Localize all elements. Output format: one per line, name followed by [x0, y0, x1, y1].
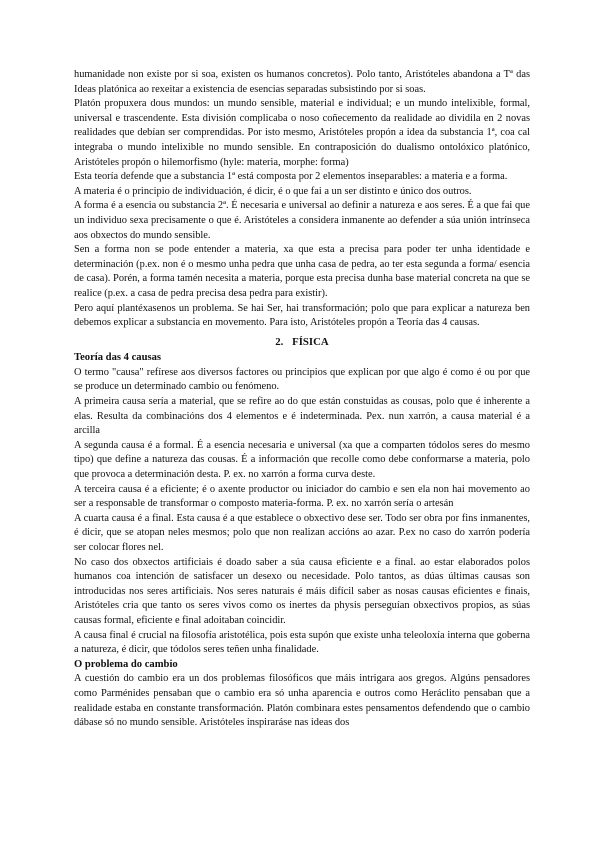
section-title: FÍSICA	[292, 335, 329, 348]
paragraph: A cuarta causa é a final. Esta causa é a que establece o obxectivo dese ser. Todo ser obra por fins inmanentes, é dicir, que se atopan neles mesmos; polo que non realizan accións ao azar. P.ex no caso do xarrón podería ser colocar flores nel.	[74, 512, 530, 553]
paragraph: O termo "causa" refírese aos diversos factores ou principios que explican por que algo é como é ou por que se produce un determinado cambio ou fenómeno.	[74, 366, 530, 393]
subheading-change: O problema do cambio	[74, 658, 178, 670]
paragraph: A primeira causa sería a material, que se refire ao do que están constuidas as cousas, polo que é inherente a elas. Resulta da combinacións dos 4 elementos e é indeterminada. Pex. nun xarrón, a causa material é a arcilla	[74, 396, 530, 437]
paragraph: Sen a forma non se pode entender a materia, xa que esta a precisa para poder ter unha identidade e determinación (p.ex. non é o mesmo unha pedra que unha casa de pedra, ao ter esta segunda a forma/ esencia de casa). Porén, a forma tamén necesita a materia, porque esta precisa dunha base material concreta na que se realice (p.ex. a casa de pedra precisa desa pedra para existir).	[74, 244, 530, 299]
paragraph: A forma é a esencia ou substancia 2ª. É necesaria e universal ao definir a natureza e aos seres. É a que fai que un individuo sexa precisamente o que é. Aristóteles a considera inmanente ao defender a súa unión intrínseca aos obxectos do mundo sensible.	[74, 200, 530, 241]
paragraph: No caso dos obxectos artificiais é doado saber a súa causa eficiente e a final. ao estar elaborados polos humanos coa intención de satisfacer un desexo ou necesidade. Polo tantos, as dúas últimas causas son introducidas nos seres artificiais. Nos seres naturais é máis difícil saber as nosas causas eficientes e finais, Aristóteles cria que tanto os seres vivos como os inertes da physis perseguían obxectivos propios, as súas causas formal, eficiente e final adoitaban coincidir.	[74, 556, 530, 626]
paragraph: A materia é o principio de individuación, é dicir, é o que fai a un ser distinto e único dos outros.	[74, 185, 472, 197]
paragraph: A causa final é crucial na filosofía aristotélica, pois esta supón que existe unha teleoloxía interna que goberna a natureza, é dicir, que tódolos seres teñen unha finalidade.	[74, 629, 530, 656]
paragraph: Esta teoría defende que a substancia 1ª está composta por 2 elementos inseparables: a materia e a forma.	[74, 171, 508, 183]
section-number: 2.	[275, 335, 284, 348]
paragraph: A segunda causa é a formal. É a esencia necesaria e universal (xa que a comparten tódolos seres do mesmo tipo) que define a natureza das cousas. É a información que recolle como debe conformarse a materia, polo que provoca a determinación desta. P. ex. no xarrón a forma curva deste.	[74, 439, 530, 481]
paragraph: A cuestión do cambio era un dos problemas filosóficos que máis intrigara aos gregos. Algúns pensadores como Parménides pensaban que o cambio era só unha aparencia e outros como Heráclito pensaban que a realidade estaba en constante transformación. Platón combinara estes pensamentos defendendo que o cambio dábase só no mundo sensible. Aristóteles inspiraráse nas ideas dos	[74, 673, 530, 729]
paragraph: humanidade non existe por si soa, existen os humanos concretos). Polo tanto, Aristóteles abandona a Tª das Ideas platónica ao rexeitar a existencia de esencias separadas subsistindo por si soas.	[74, 69, 530, 95]
paragraph: Pero aquí plantéxasenos un problema. Se hai Ser, hai transformación; polo que para explicar a natureza ben debemos explicar a substancia en movemento. Para isto, Aristóteles propón a Teoría das 4 causas.	[74, 302, 530, 329]
paragraph: A terceira causa é a eficiente; é o axente productor ou iniciador do cambio e sen ela non hai movemento ao ser a responsable de transformar o composto materia-forma. P. ex. no xarrón sería o artesán	[74, 483, 530, 510]
section-heading	[74, 335, 530, 350]
subheading-causes: Teoría das 4 causas	[74, 352, 162, 364]
paragraph: Platón propuxera dous mundos: un mundo sensible, material e individual; e un mundo intelixible, formal, universal e trascendente. Esta división complicaba o noso coñecemento da realidade ao dividila en 2 novas realidades que debían ser comprendidas. Por isto mesmo, Aristóteles propón a idea da substancia 1ª, coa cal integraba o mundo intelixible no mundo sensible. En contraposición do dualismo ontolóxico platónico, Aristóteles propón o hilemorfismo (hyle: materia, morphe: forma)	[74, 98, 530, 168]
document-page	[74, 68, 530, 731]
